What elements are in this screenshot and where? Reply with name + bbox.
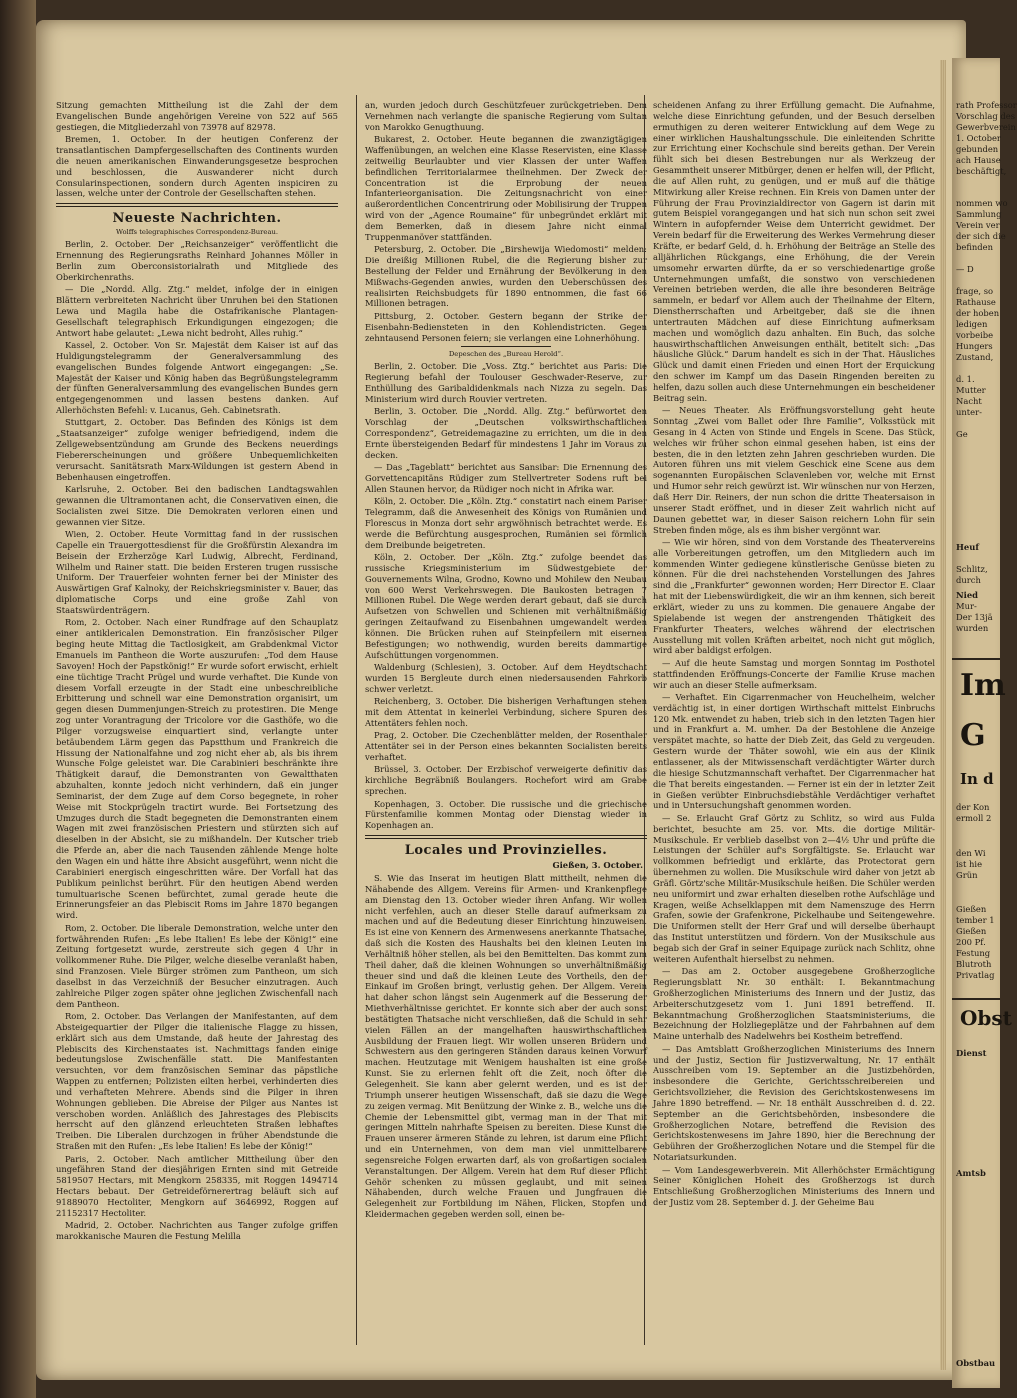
next-page-fragment: Gewerbverein [956,122,1016,132]
column-2 [365,100,647,1340]
next-page-fragment: durch [956,575,981,585]
column-3 [653,100,935,1315]
next-page-fragment: Schlitz, [956,564,988,574]
news-item: Kopenhagen, 3. October. Die russische und die griechische Fürstenfamilie kommen Montag oder Dienstag wieder in Kopenhagen an. [365,798,647,831]
next-page-fragment: Gießen [956,904,987,914]
next-page-fragment: Vorschlag des [956,111,1016,121]
next-page-fragment: rath Professor [956,100,1017,110]
article-paragraph: — Se. Erlaucht Graf Görtz zu Schlitz, so wird aus Fulda berichtet, besuchte am 25. vor. Mts. die dortige Militär-Musikschule. Er verblieb daselbst von 2—4½ Uhr und prüfte die Leistungen der Schüler auf's Sorgfältigste. Se. Erlaucht war vollkommen befriedigt und erklärte, das Protectorat gern übernehmen zu wollen. Die Musikschule wird daher von jetzt ab Gräfl. Görtz'sche Militär-Musikschule heißen. Die Schüler werden neu uniformirt und zwar erhalten dieselben rothe Aufschläge und Kragen, weiße Achselklappen mit dem Namenszuge des Herrn Grafen, sowie der Grafenkrone, Pickelhaube und Seitengewehre. Die Uniformen stellt der Herr Graf und will derselbe überhaupt das Institut unterstützen und fördern. Von der Musikschule aus begab sich der Graf in seiner Equipage zurück nach Schlitz, ohne weiteren Aufenthalt hierselbst zu nehmen. [653,812,935,964]
news-item: Stuttgart, 2. October. Das Befinden des Königs ist dem „Staatsanzeiger“ zufolge weniger befriedigend, indem die Zellgewebsentzündung am Grunde des Beckens neuerdings Fiebererscheinungen und größere Unbequemlichkeiten verursacht. Sanitätsrath Marx-Wildungen ist gestern Abend in Bebenhausen eingetroffen. [56,417,338,482]
page-edges [940,60,946,1370]
next-page-edge [952,58,1017,1388]
news-item: Köln, 2. October. Der „Köln. Ztg.“ zufolge beendet das russische Kriegsministerium im Südwestgebiete der Gouvernements Wilna, Grodno, Kowno und Mohilew den Neubau von 600 Werst Verkehrswegen. Die Baukosten betragen 7 Millionen Rubel. Die Wege werden derart gebaut, daß sie durch Aufsetzen von Schwellen und Schienen mit verhältnißmäßig geringen Zeitaufwand zu Eisenbahnen umgewandelt werden können. Die Brücken ruhen auf Steinpfeilern mit eisernen Befestigungen; wo nothwendig, wurden bereits dammartige Aufschüttungen vorgenommen. [365,552,647,660]
article-paragraph: — Wie wir hören, sind von dem Vorstande des Theatervereins alle Vorbereitungen getroffen, um den Mitgliedern auch im kommenden Winter gediegene künstlerische Genüsse bieten zu können. Für die drei nachstehenden Vorstellungen des Jahres sind die „Frankfurter“ gewonnen worden; Herr Director E. Claar hat mit der Liebenswürdigkeit, die wir an ihm kennen, sich bereit erklärt, wieder zu uns zu kommen. Die genauere Angabe der Spielabende ist wegen der anstrengenden Thätigkeit des Frankfurter Theaters, welches während der electrischen Ausstellung mit vollen Kräften arbeitet, noch nicht gut möglich, wird aber baldigst erfolgen. [653,536,935,656]
next-page-fragment: Der 13jä [956,612,993,622]
next-page-fragment: Blutroth [956,959,992,969]
news-item: an, wurden jedoch durch Geschützfeuer zurückgetrieben. Dem Vernehmen nach verlangte die spanische Regierung vom Sultan von Marokko Genugthuung. [365,100,647,132]
article-paragraph: — Verhaftet. Ein Cigarrenmacher von Heuchelheim, welcher verdächtig ist, in einer dortigen Wirthschaft mittelst Einbruchs 120 Mk. entwendet zu haben, trieb sich in den letzten Tagen hier und in Frankfurt a. M. umher. Da der Bestohlene die Anzeige verspätet machte, so hatte der Dieb Zeit, das Geld zu vergeuden. Gestern wurde der Thäter sowohl, wie ein aus der Klinik entlassener, als der Mitwissenschaft verdächtigter Wärter durch die hiesige Schutzmannschaft verhaftet. Der Cigarrenmacher hat die That bereits eingestanden. — Ferner ist ein der in letzter Zeit in Gießen verübter Einbruchsdiebstähle Verdächtiger verhaftet und in Untersuchungshaft genommen worden. [653,691,935,811]
short-rule [461,346,551,347]
news-item: Wien, 2. October. Heute Vormittag fand in der russischen Capelle ein Trauergottesdienst für die Großfürstin Alexandra im Beisein der Erzherzöge Karl Ludwig, Albrecht, Ferdinand, Wilhelm und Rainer statt. Die beiden Ersteren trugen russische Uniform. Der Trauerfeier wohnten ferner bei der Minister des Auswärtigen Graf Kalnoky, der Reichskriegsminister v. Bauer, das diplomatische Corps und eine große Zahl von Staatswürdenträgern. [56,529,338,615]
news-item: Reichenberg, 3. October. Die bisherigen Verhaftungen stehen mit dem Attentat in keinerlei Verbindung, sichere Spuren des Attentäters fehlen noch. [365,696,647,728]
next-page-display-heading: In d [960,770,994,788]
next-page-fragment: Mur- [956,601,977,611]
news-item: Berlin, 3. October. Die „Nordd. Allg. Ztg.“ befürwortet den Vorschlag der „Deutschen volkswirthschaftlichen Correspondenz“, Getreidemagazine zu errichten, um die in den Ernte übersteigenden Bedarf für mindestens 1 Jahr im Voraus zu decken. [365,406,647,460]
next-page-fragment: Hungers [956,341,993,351]
book-binding [0,0,36,1398]
news-item: — Das „Tageblatt“ berichtet aus Sansibar: Die Ernennung des Gorvettencapitäns Rüdiger zum Stellvertreter Sodens ruft bei Allen Staunen hervor, da Rüdiger noch nicht in Afrika war. [365,462,647,494]
article-paragraph: — Das Amtsblatt Großherzoglichen Ministeriums des Innern und der Justiz, Section für Justizverwaltung, Nr. 17 enthält Ausschreiben vom 19. September an die Justizbehörden, insbesondere die Gerichte, Gerichtsschreibereien und Gerichtsvollzieher, die Revision des Gerichtskostenwesens im Jahre 1890 betreffend. — Nr. 18 enthält Ausschreiben d. d. 22. September an die Gerichtsbehörden, insbesondere die Großherzoglichen Notare, betreffend die Revision des Gerichtskostenwesens im Jahre 1890, hier die Berechnung der Gebühren der Großherzoglichen Notare und die Stempel für die Notariatsurkunden. [653,1043,935,1163]
next-page-fragment: Dienst [956,1048,987,1058]
next-page-fragment: Festung [956,948,991,958]
article-paragraph: — Vom Landesgewerbverein. Mit Allerhöchster Ermächtigung Seiner Königlichen Hoheit des Großherzogs ist durch Entschließung Großherzoglichen Ministeriums des Innern und der Justiz vom 28. September d. J. der Geheime Bau [653,1164,935,1208]
next-page-fragment: ermoll 2 [956,813,992,823]
next-page-rule [952,998,1000,1000]
next-page-fragment: Nacht [956,396,982,406]
article-paragraph: — Neues Theater. Als Eröffnungsvorstellung geht heute Sonntag „Zwei vom Ballet oder Ihre Familie“, Volksstück mit Gesang in 4 Acten von Stinde und Engels in Scene. Das Stück, welches wir früher schon einmal gesehen haben, ist eins der besten, die in den letzten zehn Jahren geschrieben wurden. Die Autoren führen uns mit vielem Geschick eine Scene aus dem sogenannten Europäischen Sclavenleben vor, welche mit Ernst und Humor sehr reich gewürzt ist. Wir wünschen nur von Herzen, daß Herr Dir. Reiners, der nun schon die dritte Theatersaison in unserer Stadt eröffnet, und in dieser Zeit wahrlich nicht auf Daunen gebettet war, in dieser Saison reichern Lohn für sein Streben finden möge, als es ihm bisher vergönnt war. [653,405,935,535]
next-page-fragment: 1. October [956,133,1001,143]
news-item: Brüssel, 3. October. Der Erzbischof verweigerte definitiv das kirchliche Begräbniß Boulangers. Rochefort wird am Grabe sprechen. [365,764,647,797]
news-item: Prag, 2. October. Die Czechenblätter melden, der Rosenthaler Attentäter sei in der Person eines bekannten Socialisten bereits verhaftet. [365,730,647,763]
news-item: Kassel, 2. October. Von Sr. Majestät dem Kaiser ist auf das Huldigungstelegramm der Generalversammlung des evangelischen Bundes folgende Antwort eingegangen: „Se. Majestät der Kaiser und König haben das Begrüßungstelegramm der fünften Generalversammlung des evangelischen Bundes gern entgegengenommen und lassen bestens danken. Auf Allerhöchsten Befehl: v. Lucanus, Geh. Cabinetsrath. [56,339,338,416]
next-page-fragment: den Wi [956,848,986,858]
next-page-fragment: Heuf [956,542,979,552]
column-rule [356,95,357,1345]
news-item: Rom, 2. October. Nach einer Rundfrage auf den Schauplatz einer antiklericalen Demonstration. Ein französischer Pilger beging heute Mittag die Tactlosigkeit, am Grabdenkmal Victor Emanuels im Pantheon die Worte auszurufen: „Tod dem Hause Savoyen! Hoch der Papstkönig!“ Er wurde sofort erwischt, erhielt eine tüchtige Tracht Prügel und wurde verhaftet. Die Kunde von diesem Vorfall erzeugte in der Stadt eine unbeschreibliche Erbitterung und schnell war eine Demonstration organisirt, um gegen diesen Dummenjungen-Streich zu protestiren. Die Menge zog unter Vorantragung der Tricolore vor die Gasthöfe, wo die Pilger vorzugsweise einquartiert sind, verlangte unter betäubendem Lärm gegen das Papstthum und Frankreich die Hissung der Nationalfahne und zog nicht eher ab, als bis ihrem Wunsche Folge geleistet war. Die Carabinieri beschränkte ihre Thätigkeit darauf, die Demonstranten von Gewaltthaten abzuhalten, konnte jedoch nicht verhindern, daß ein junger Seminarist, der dem Zuge auf dem Corso begegnete, in roher Weise mit Stockprügeln tractirt wurde. Bei Fortsetzung des Umzuges durch die Stadt begegneten die Demonstranten einem Wagen mit zwei französischen Priestern und stürzten sich auf dieselben in der Absicht, sie zu mißhandeln. Der Kutscher trieb die Pferde an, aber die nach Tausenden zählende Menge holte den Wagen ein und hätte ihre Absicht ausgeführt, wenn nicht die Carabinieri energisch eingeschritten wäre. Der Vorfall hat das Publikum peinlichst berührt. Für den heutigen Abend werden tumultuarische Scenen befürchtet, zumal gerade heute die Erinnerungsfeier an das Plebiscit Roms im Jahre 1870 begangen wird. [56,617,338,921]
next-page-fragment: unter- [956,407,982,417]
next-page-fragment: ledigen [956,319,988,329]
news-item: Pittsburg, 2. October. Gestern begann der Strike der Eisenbahn-Bediensteten in den Kohlendistricten. Gegen zehntausend Personen feiern; sie verlangen eine Lohnerhöhung. [365,310,647,343]
next-page-fragment: der hoben [956,308,1000,318]
next-page-fragment: vorbeibe [956,330,994,340]
news-item: Petersburg, 2. October. Die „Birshewija Wiedomosti“ melden: Die dreißig Millionen Rubel, die die Regierung bisher zur Bestellung der Felder und Ernährung der Bevölkerung in den Mißwachs-Gegenden anwies, wurden den Ueberschüssen des realisirten Reichsbudgets für 1890 entnommen, die fast 66 Millionen betragen. [365,244,647,309]
next-page-fragment: wurden [956,623,989,633]
section-heading: Locales und Provinzielles. [404,843,608,859]
news-item: Berlin, 2. October. Der „Reichsanzeiger“ veröffentlicht die Ernennung des Regierungsraths Reinhard Johannes Möller in Berlin zum Oberconsistorialrath und Mitgliede des Oberkirchenraths. [56,239,338,282]
next-page-fragment: Rathause [956,297,996,307]
next-page-fragment: Gießen [956,926,987,936]
next-page-fragment: der sich die [956,231,1006,241]
section-separator [56,203,338,207]
article-paragraph: Bremen, 1. October. In der heutigen Conferenz der transatlantischen Dampfergesellschaften des Continents wurden die neuen amerikanischen Einwanderungsgesetze besprochen und beschlossen, die Auswanderer nicht durch Consularinspectionen, sondern durch Agenten inspiciren zu lassen, welche unter der Controle der Gesellschaften stehen. [56,134,338,199]
news-item: Bukarest, 2. October. Heute begannen die zwanzigtägigen Waffenübungen, an welchen eine Klasse Reservisten, eine Klasse zeitweilig Beurlaubter und vier Klassen der unter Waffen befindlichen Territorialarmee theilnehmen. Der Zweck der Concentration ist die Erprobung der neuen Infanterieorganisation. Die Zeitungsnachricht von einer außerordentlichen Concentrirung oder Mobilisirung der Truppen wird von der „Agence Roumaine“ für unbegründet erklärt mit dem Bemerken, daß in diesem Jahre nicht einmal Truppenmanöver stattfänden. [365,134,647,242]
section-heading: Neueste Nachrichten. [112,211,282,227]
article-paragraph: — Auf die heute Samstag und morgen Sonntag im Posthotel stattfindenden Eröffnungs-Concerte der Familie Kruse machen wir auch an dieser Stelle aufmerksam. [653,657,935,690]
next-page-fragment: Sammlung [956,209,1002,219]
news-item: Köln, 2. October. Die „Köln. Ztg.“ constatirt nach einem Pariser Telegramm, daß die Anwesenheit des Königs von Rumänien und Florescus in Monza dort sehr argwöhnisch betrachtet werde. Es werde die Befürchtung ausgesprochen, Rumänien sei förmlich dem Dreibunde beigetreten. [365,496,647,550]
next-page-fragment: Obstbau [956,1358,996,1368]
news-item: Rom, 2. October. Das Verlangen der Manifestanten, auf dem Absteigequartier der Pilger die italienische Flagge zu hissen, erklärt sich aus dem Umstande, daß heute der Jahrestag des Plebiscits des Kirchenstaates ist. Nachmittags fanden einige bedeutungslose Zwischenfälle statt. Die Manifestanten versuchten, vor dem französischen Seminar das päpstliche Wappen zu entfernen; Polizisten eilten herbei, verhinderten dies und verhafteten Mehrere. Abends sind die Pilger in ihren Wohnungen geblieben. Die Abreise der Pilger aus Nantes ist verschoben worden. Anläßlich des Jahrestages des Plebiscits herrscht auf den glänzend erleuchteten Straßen lebhaftes Treiben. Die Liberalen durchzogen in früher Abendstunde die Straßen mit den Rufen: „Es lebe Italien! Es lebe der König!“ [56,1011,338,1152]
news-item: — Die „Nordd. Allg. Ztg.“ meldet, infolge der in einigen Blättern verbreiteten Nachricht über Unruhen bei den Stationen Lewa und Magila habe die Ostafrikanische Plantagen-Gesellschaft telegraphisch Erkundigungen eingezogen; die Antwort habe gelautet: „Lewa nicht bedroht, Alles ruhig.“ [56,284,338,338]
article-paragraph: scheidenen Anfang zu ihrer Erfüllung gemacht. Die Aufnahme, welche diese Einrichtung gefunden, und der Besuch derselben ermuthigen zu deren weiterer Entwicklung auf dem Wege zu einer wirklichen Haushaltungsschule. Die einleitenden Schritte zur Errichtung einer Kochschule sind bereits gethan. Der Verein fühlt sich bei diesen Bestrebungen nur als Werkzeug der Gesammtheit unserer Mitbürger, denen er helfen will, der Pflicht, die auf Allen ruht, zu genügen, und er muß auf die thätige Mitwirkung aller Kreise rechnen. Ein Kreis von Damen unter der Führung der Frau Provinzialdirector von Gagern ist darin mit gutem Beispiel vorangegangen und hat sich nun schon seit zwei Wintern in aufopfernder Weise dem Unterricht gewidmet. Der Verein bedarf für die Erweiterung des Werkes Vermehrung dieser Kräfte, er bedarf Geld, d. h. Erhöhung der Beiträge an Stelle des alljährlichen Rückgangs, eine Erhöhung, die der Verein umsomehr erwarten dürfte, da er so verschiedenartige große Unternehmungen umfaßt, die sonstwo von verschiedenen Vereinen betrieben werden, die alle ihre besonderen Beiträge sammeln, er bedarf vor Allem auch der Theilnahme der Eltern, Dienstherrschaften und Arbeitgeber, daß sie die ihnen untertrauten Mädchen auf diese Einrichtung aufmerksam machen und womöglich dazu anhalten. Ein Buch, das solche hauswirthschaftlichen Anweisungen enthält, betitelt sich: „Das häusliche Glück.“ Darum handelt es sich in der That. Häusliches Glück und damit einen Frieden und einen Hort der Erquickung den schwer im Kampf um das Dasein Ringenden bereiten zu helfen, dazu sollen auch diese Unternehmungen ein bescheidener Beitrag sein. [653,100,935,403]
next-page-fragment: Nied [956,590,979,600]
section-separator [365,835,647,839]
next-page-rule [952,658,1000,660]
next-page-fragment: d. 1. [956,374,975,384]
news-item: Rom, 2. October. Die liberale Demonstration, welche unter den fortwährenden Rufen: „Es lebe Italien! Es lebe der König!“ eine Zeitung fortgesetzt wurde, zerstreute sich gegen 4 Uhr in vollkommener Ruhe. Die Pilger, welche dieselbe veranlaßt haben, sind Franzosen. Viele Bürger strömen zum Pantheon, um sich daselbst in das Verzeichniß der Besucher einzutragen. Auch zahlreiche Pilger zogen später ohne jeglichen Zwischenfall nach dem Pantheon. [56,922,338,1009]
news-item: Berlin, 2. October. Die „Voss. Ztg.“ berichtet aus Paris: Die Regierung befahl der Toulouser Geschwader-Reserve, zur Enthüllung des Garibaldidenkmals nach Nizza zu segeln. Das Ministerium wird durch Rouvier vertreten. [365,361,647,404]
next-page-fragment: Amtsb [956,1168,986,1178]
next-page-fragment: 200 Pf. [956,937,986,947]
news-item: Madrid, 2. October. Nachrichten aus Tanger zufolge griffen marokkanische Mauren die Festung Melilla [56,1220,338,1242]
next-page-fragment: befinden [956,242,994,252]
next-page-fragment: beschäftigt, [956,166,1007,176]
next-page-fragment: Mutter [956,385,986,395]
next-page-fragment: Verein ver [956,220,1000,230]
news-item: Karlsruhe, 2. October. Bei den badischen Landtagswahlen gewannen die Ultramontanen acht, die Conservativen einen, die Socialisten zwei Sitze. Die Demokraten verloren einen und gewannen vier Sitze. [56,484,338,527]
next-page-fragment: tember 1 [956,915,995,925]
news-item: Paris, 2. October. Nach amtlicher Mittheilung über den ungefähren Stand der diesjährigen Ernten sind mit Getreide 5819507 Hectars, mit Mengkorn 258335, mit Roggen 1494714 Hectars bebaut. Der Getreideförnerertrag beläuft sich auf 91889070 Hectoliter, Mengkorn auf 3646992, Roggen auf 21152317 Hectoliter. [56,1153,338,1218]
next-page-fragment: Privatlag [956,970,995,980]
next-page-fragment: Ge [956,429,968,439]
next-page-display-heading: G [960,718,986,753]
next-page-fragment: frage, so [956,286,994,296]
next-page-fragment: Zustand, [956,352,994,362]
article-paragraph: — Das am 2. October ausgegebene Großherzogliche Regierungsblatt Nr. 30 enthält: I. Bekanntmachung Großherzoglichen Ministeriums des Innern und der Justiz, das Arbeiterschutzgesetz vom 1. Juni 1891 betreffend. II. Bekanntmachung Großherzoglichen Staatsministeriums, die Bezeichnung der Holzliegeplätze und der Fahrbahnen auf dem Maine unterhalb des Nadelwehrs bei Kostheim betreffend. [653,966,935,1042]
next-page-fragment: Grün [956,870,978,880]
next-page-display-heading: Im [960,668,1006,703]
section-subheading: Depeschen des „Bureau Herold“. [448,350,564,359]
next-page-fragment: — D [956,264,974,274]
news-item: Waldenburg (Schlesien), 3. October. Auf dem Heydtschacht wurden 15 Bergleute durch einen niedersausenden Fahrkorb schwer verletzt. [365,662,647,694]
next-page-fragment: ist hie [956,859,983,869]
next-page-fragment: ach Hause [956,155,1001,165]
article-paragraph: Sitzung gemachten Mittheilung ist die Zahl der dem Evangelischen Bunde angehörigen Vereine von 522 auf 565 gestiegen, die Mitgliederzahl von 73978 auf 82978. [56,100,338,132]
article-paragraph: S. Wie das Inserat im heutigen Blatt mittheilt, nehmen die Nähabende des Allgem. Vereins für Armen- und Krankenpflege am Dienstag den 13. October wieder ihren Anfang. Wir wollen nicht verfehlen, auch an dieser Stelle darauf aufmerksam zu machen und auf die Bedeutung dieser Einrichtung hinzuweisen. Es ist eine von Kennern des Armenwesens anerkannte Thatsache, daß sich die Kosten des Haushalts bei den kleinen Leuten im Verhältniß höher stellen, als bei den Bemittelten. Das kommt zum Theil daher, daß die kleinen Wohnungen so unverhältnißmäßig theuer sind und daß die kleinen Leute des Vortheils, den der Einkauf im Großen bringt, verlustig gehen. Der Allgem. Verein hat daher schon längst sein Augenmerk auf die Besserung der Miethverhältnisse gerichtet. Er konnte sich aber der auch sonst bestätigten Thatsache nicht verschließen, daß die Schuld in sehr vielen Fällen an der mangelhaften hauswirthschaftlichen Ausbildung der Frauen liegt. Wir wollen unseren Brüdern und Schwestern aus den geringeren Ständen daraus keinen Vorwurf machen. Heutzutage mit Wenigem haushalten ist eine große Kunst. Sie zu erlernen fehlt oft die Zeit, noch öfter die Gelegenheit. Sie kann aber gelernt werden, und es ist der Triumph unserer heutigen Wissenschaft, daß sie dazu die Wege zu zeigen vermag. Mit Benützung der Winke z. B., welche uns die Chemie der Lebensmittel gibt, vermag man in der That mit geringen Mitteln nahrhafte Speisen zu bereiten. Diese Kunst die Frauen unserer ärmeren Stände zu lehren, ist darum eine Pflicht und ein Unternehmen, von dem man viel unmittelbarere segensreiche Folgen erwarten darf, als von großartigen socialen Veranstaltungen. Der Allgem. Verein hat dem Ruf dieser Pflicht Gehör schenken zu müssen geglaubt, und mit seinen Nähabenden, durch welche Frauen und Jungfrauen die Gelegenheit zur Fortbildung im Nähen, Flicken, Stopfen und Kleidermachen gegeben werden soll, einen be- [365,872,647,1220]
next-page-fragment: nommen wo [956,198,1008,208]
section-subheading: Wolffs telegraphisches Correspondenz-Bureau. [115,228,279,237]
dateline: Gießen, 3. October. [552,860,643,871]
column-1 [56,100,338,1340]
next-page-fragment: gebunden [956,144,999,154]
next-page-fragment: der Kon [956,802,990,812]
next-page-display-heading: Obst [960,1006,1012,1030]
